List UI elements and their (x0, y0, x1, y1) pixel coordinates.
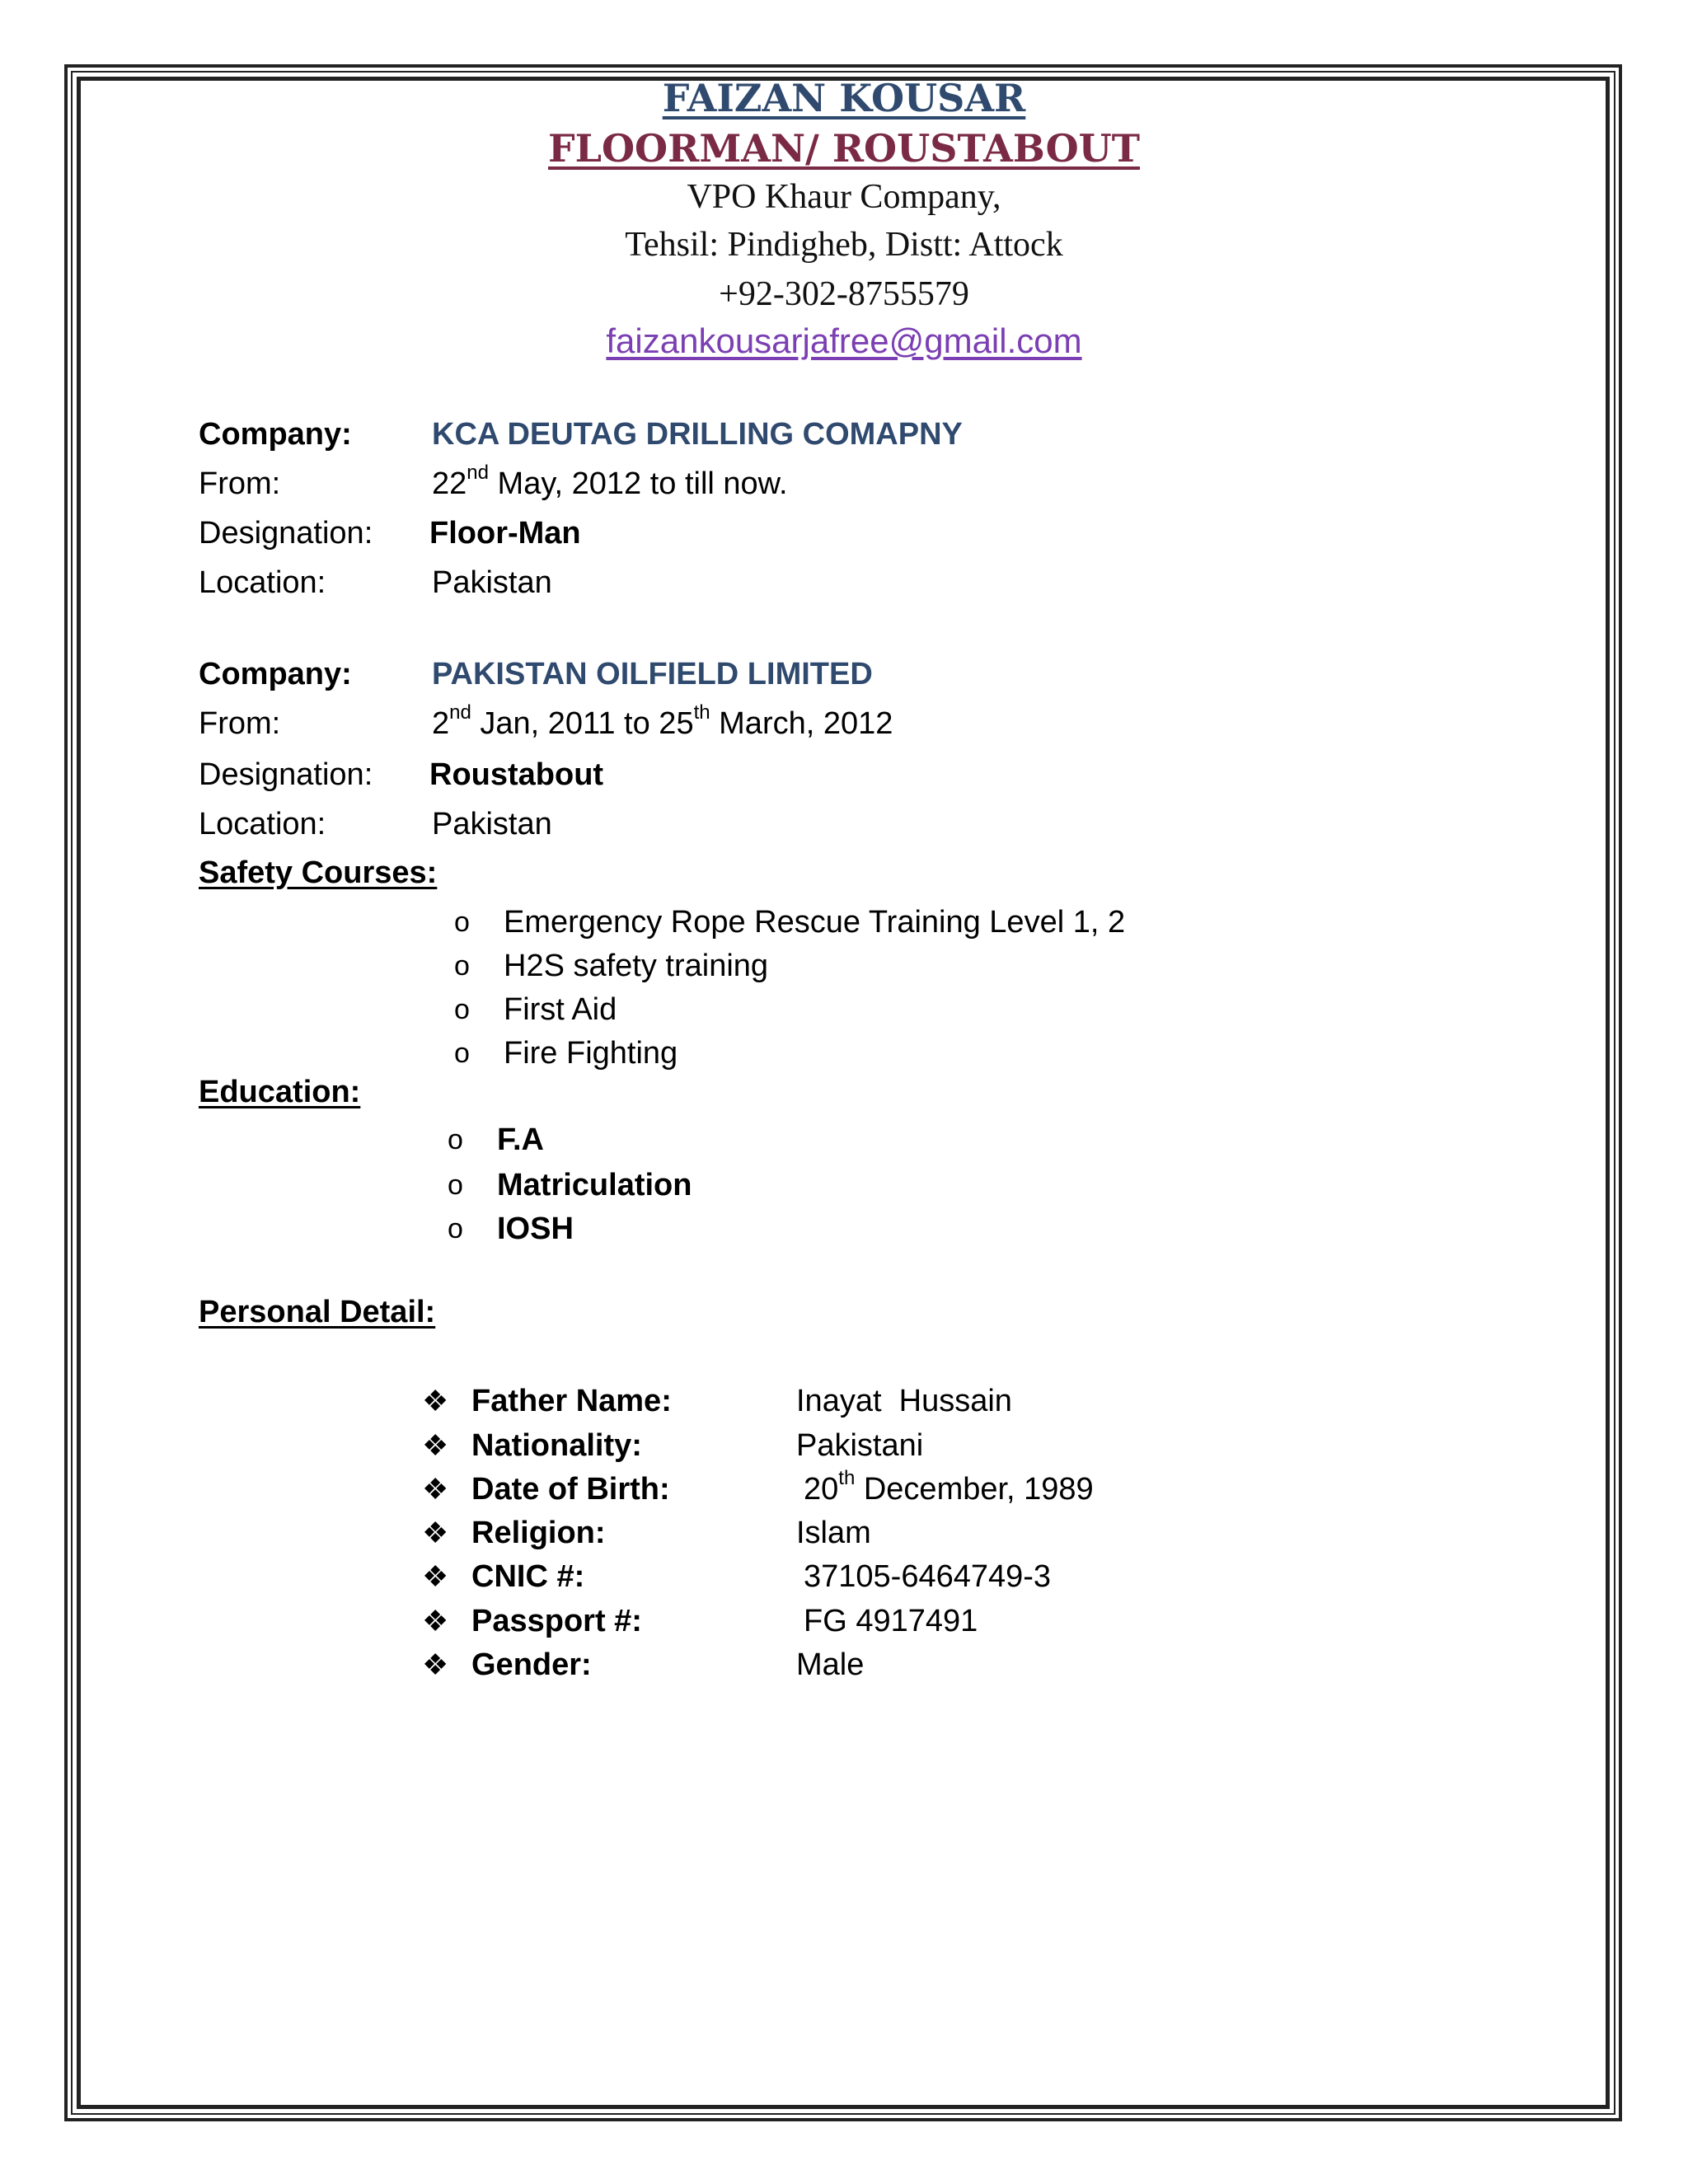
education-text: IOSH (497, 1212, 574, 1246)
cnic-value: 37105-6464749-3 (804, 1559, 1052, 1594)
location-value: Pakistan (432, 807, 552, 841)
education-text: F.A (497, 1122, 544, 1157)
safety-course-text: H2S safety training (504, 949, 769, 983)
company-label: Company: (199, 657, 352, 691)
dob-day: 20 (804, 1472, 839, 1507)
to-day-suffix: th (693, 701, 710, 724)
email-link[interactable]: faizankousarjafree@gmail.com (606, 321, 1082, 360)
nationality-label: Nationality: (471, 1428, 642, 1463)
location-value: Pakistan (432, 565, 552, 600)
from-day: 2 (432, 706, 450, 741)
safety-course-text: Fire Fighting (504, 1036, 678, 1071)
education-heading: Education: (199, 1075, 361, 1109)
company-name: PAKISTAN OILFIELD LIMITED (432, 657, 873, 691)
from-dates (432, 701, 893, 743)
education-text: Matriculation (497, 1168, 692, 1202)
from-rest: May, 2012 to till now. (488, 466, 788, 501)
gender-value: Male (796, 1647, 865, 1682)
father-name-value: Inayat Hussain (796, 1384, 1012, 1418)
passport-label: Passport #: (471, 1604, 642, 1638)
religion-value: Islam (796, 1516, 871, 1550)
personal-detail-heading: Personal Detail: (199, 1295, 436, 1329)
diamond-bullet-icon: ❖ (422, 1604, 449, 1638)
date-of-birth-value (804, 1469, 1094, 1509)
dob-day-suffix: th (838, 1467, 856, 1490)
safety-course-text: First Aid (504, 992, 617, 1027)
location-label: Location: (199, 807, 326, 841)
dob-rest: December, 1989 (855, 1472, 1094, 1507)
circle-bullet-icon: o (454, 907, 470, 938)
diamond-bullet-icon: ❖ (422, 1428, 449, 1462)
location-label: Location: (199, 565, 326, 600)
from-day: 22 (432, 466, 467, 501)
address-line-1: VPO Khaur Company, (687, 178, 1001, 216)
from-label: From: (199, 706, 281, 741)
cnic-label: CNIC #: (471, 1559, 585, 1594)
circle-bullet-icon: o (454, 1038, 470, 1069)
safety-course-text: Emergency Rope Rescue Training Level 1, 2 (504, 905, 1126, 940)
address-line-2: Tehsil: Pindigheb, Distt: Attock (625, 226, 1063, 264)
circle-bullet-icon: o (454, 950, 470, 982)
circle-bullet-icon: o (448, 1124, 463, 1155)
diamond-bullet-icon: ❖ (422, 1647, 449, 1681)
gender-label: Gender: (471, 1647, 592, 1682)
company-label: Company: (199, 417, 352, 452)
father-name-label: Father Name: (471, 1384, 672, 1418)
circle-bullet-icon: o (454, 994, 470, 1025)
from-day-suffix: nd (449, 701, 471, 724)
designation-value: Floor-Man (429, 516, 581, 551)
religion-label: Religion: (471, 1516, 606, 1550)
phone-number: +92-302-8755579 (719, 275, 969, 313)
nationality-value: Pakistani (796, 1428, 924, 1463)
company-name: KCA DEUTAG DRILLING COMAPNY (432, 417, 963, 452)
from-dates (432, 464, 788, 504)
passport-value: FG 4917491 (804, 1604, 978, 1638)
from-day-suffix: nd (467, 462, 489, 485)
applicant-name: FAIZAN KOUSAR (662, 76, 1026, 120)
circle-bullet-icon: o (448, 1213, 463, 1244)
designation-value: Roustabout (429, 757, 604, 792)
diamond-bullet-icon: ❖ (422, 1384, 449, 1418)
from-label: From: (199, 466, 281, 501)
diamond-bullet-icon: ❖ (422, 1472, 449, 1506)
from-rest: March, 2012 (710, 706, 893, 741)
diamond-bullet-icon: ❖ (422, 1559, 449, 1593)
safety-courses-heading: Safety Courses: (199, 855, 438, 890)
designation-label: Designation: (199, 516, 373, 551)
date-of-birth-label: Date of Birth: (471, 1472, 670, 1507)
diamond-bullet-icon: ❖ (422, 1516, 449, 1549)
designation-label: Designation: (199, 757, 373, 792)
circle-bullet-icon: o (448, 1169, 463, 1201)
from-mid: Jan, 2011 to 25 (471, 706, 694, 741)
applicant-role: FLOORMAN/ ROUSTABOUT (547, 126, 1141, 171)
